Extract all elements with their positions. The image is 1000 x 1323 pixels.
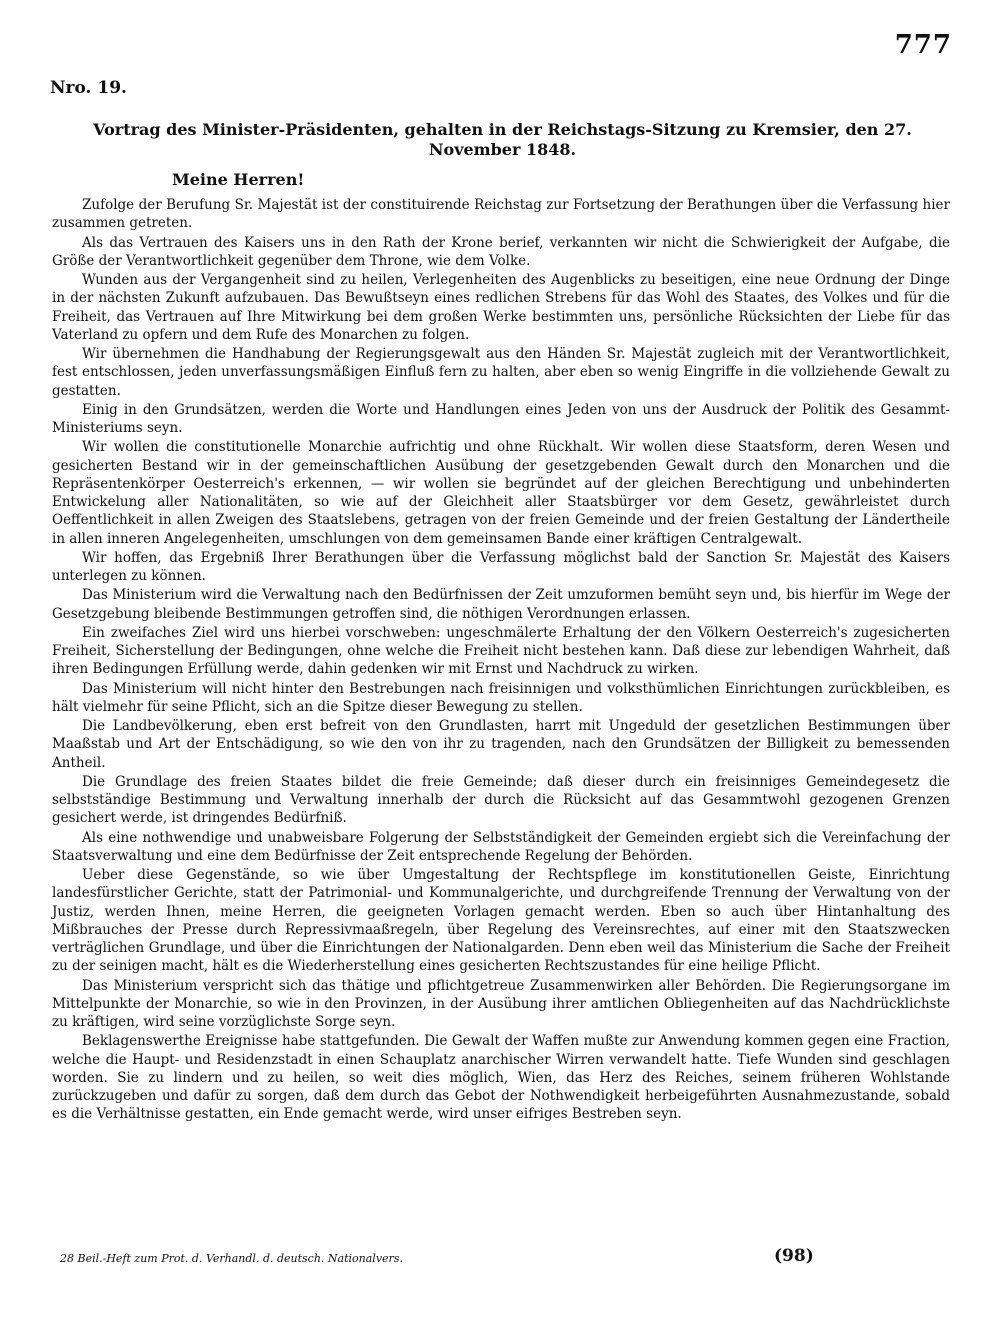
paragraph: Beklagenswerthe Ereignisse habe stattgefunden. Die Gewalt der Waffen mußte zur Anwendung kommen gegen eine Fraction, welche die Haupt- und Residenzstadt in einen Schauplatz anarchischer Wirren verwandelt hatte. Tiefe Wunden sind geschlagen worden. Sie zu lindern und zu heilen, so weit dies möglich, Wien, das Herz des Reiches, seinem früheren Wohlstande zurückzugeben und dafür zu sorgen, daß dem durch das Gebot der Nothwendigkeit herbeigeführten Ausnahmezustande, sobald es die Verhältnisse gestatten, ein Ende gemacht werde, wird unser eifriges Bestreben seyn. — [52, 1033, 950, 1123]
paragraph: Ein zweifaches Ziel wird uns hierbei vorschweben: ungeschmälerte Erhaltung der den Völkern Oesterreich's zugesicherten Freiheit, Sicherstellung der Bedingungen, ohne welche die Freiheit nicht bestehen kann. Daß diese zur lebendigen Wahrheit, daß ihren Bedingungen Erfüllung werde, dahin gedenken wir mit Ernst und Nachdruck zu wirken. — [52, 624, 950, 678]
paragraph: Das Ministerium verspricht sich das thätige und pflichtgetreue Zusammenwirken aller Behörden. Die Regierungsorgane im Mittelpunkte der Monarchie, so wie in den Provinzen, in der Ausübung ihrer amtlichen Obliegenheiten auf das Nachdrücklichste zu kräftigen, wird seine vorzüglichste Sorge seyn. — [52, 977, 950, 1030]
salutation: Meine Herren! — [172, 170, 305, 189]
paragraph: Wir übernehmen die Handhabung der Regierungsgewalt aus den Händen Sr. Majestät zugleich mit der Verantwortlichkeit, fest entschlossen, jeden unverfassungsmäßigen Einfluß fern zu halten, aber eben so wenig Eingriffe in die vollziehende Gewalt zu gestatten. — [52, 346, 950, 399]
paragraph: Als eine nothwendige und unabweisbare Folgerung der Selbstständigkeit der Gemeinden ergiebt sich die Vereinfachung der Staatsverwaltung und eine dem Bedürfnisse der Zeit entsprechende Regelung der Behörden. — [52, 829, 950, 864]
body-text — [52, 196, 950, 1125]
document-number: Nro. 19. — [50, 78, 127, 98]
footer-note: 28 Beil.-Heft zum Prot. d. Verhandl. d. deutsch. Nationalvers. — [60, 1252, 403, 1265]
page-number: 777 — [894, 30, 952, 60]
paragraph: Wunden aus der Vergangenheit sind zu heilen, Verlegenheiten des Augenblicks zu beseitigen, eine neue Ordnung der Dinge in der nächsten Zukunft aufzubauen. Das Bewußtseyn eines redlichen Strebens für das Wohl des Staates, des Volkes und für die Freiheit, das Vertrauen auf Ihre Mitwirkung bei dem großen Werke bestimmten uns, persönliche Rücksichten der Liebe für das Vaterland zu opfern und dem Rufe des Monarchen zu folgen. — [52, 272, 950, 343]
document-title: Vortrag des Minister-Präsidenten, gehalten in der Reichstags-Sitzung zu Kremsier, den 27. November 1848. — [93, 120, 912, 159]
paragraph: Wir hoffen, das Ergebniß Ihrer Berathungen über die Verfassung möglichst bald der Sanction Sr. Majestät des Kaisers unterlegen zu können. — [52, 549, 950, 584]
paragraph: Zufolge der Berufung Sr. Majestät ist der constituirende Reichstag zur Fortsetzung der Berathungen über die Verfassung hier zusammen getreten. — [52, 197, 950, 232]
paragraph: Wir wollen die constitutionelle Monarchie aufrichtig und ohne Rückhalt. Wir wollen diese Staatsform, deren Wesen und gesicherten Bestand wir in der gemeinschaftlichen Ausübung der gesetzgebenden Gewalt durch den Monarchen und die Repräsentenkörper Oesterreich's erkennen, — wir wollen sie begründet auf der gleichen Berechtigung und unbehinderten Entwickelung aller Nationalitäten, so wie auf der Gleichheit aller Staatsbürger vor dem Gesetz, gewährleistet durch Oeffentlichkeit in allen Zweigen des Staatslebens, getragen von der freien Gemeinde und der freien Gestaltung der Ländertheile in allen inneren Angelegenheiten, umschlungen von dem gemeinsamen Bande einer kräftigen Centralgewalt. — [52, 439, 950, 547]
paragraph: Das Ministerium wird die Verwaltung nach den Bedürfnissen der Zeit umzuformen bemüht seyn und, bis hierfür im Wege der Gesetzgebung bleibende Bestimmungen getroffen sind, die nöthigen Verordnungen erlassen. — [52, 587, 950, 622]
paragraph: Einig in den Grundsätzen, werden die Worte und Handlungen eines Jeden von uns der Ausdruck der Politik des Gesammt-Ministeriums seyn. — [52, 401, 950, 436]
paragraph: Die Landbevölkerung, eben erst befreit von den Grundlasten, harrt mit Ungeduld der gesetzlichen Bestimmungen über Maaßstab und Art der Entschädigung, so wie den von ihr zu tragenden, nach den Grundsätzen der Billigkeit zu bemessenden Antheil. — [52, 718, 950, 771]
paragraph: Die Grundlage des freien Staates bildet die freie Gemeinde; daß dieser durch ein freisinniges Gemeindegesetz die selbstständige Bestimmung und Verwaltung innerhalb der durch die Rücksicht auf das Gesammtwohl gezogenen Grenzen gesichert werde, ist dringendes Bedürfniß. — [52, 773, 950, 827]
paragraph: Als das Vertrauen des Kaisers uns in den Rath der Krone berief, verkannten wir nicht die Schwierigkeit der Aufgabe, die Größe der Verantwortlichkeit gegenüber dem Throne, wie dem Volke. — [52, 234, 950, 269]
paragraph: Das Ministerium will nicht hinter den Bestrebungen nach freisinnigen und volksthümlichen Einrichtungen zurückbleiben, es hält vielmehr für seine Pflicht, sich an die Spitze dieser Bewegung zu stellen. — [52, 680, 950, 715]
footer-page-marker: (98) — [774, 1246, 814, 1266]
paragraph: Ueber diese Gegenstände, so wie über Umgestaltung der Rechtspflege im konstitutionellen Geiste, Einrichtung landesfürstlicher Gerichte, statt der Patrimonial- und Kommunalgerichte, und durchgreifende Trennung der Verwaltung von der Justiz, werden Ihnen, meine Herren, die geeigneten Vorlagen gemacht werden. Eben so auch über Hintanhaltung des Mißbrauches der Presse durch Repressivmaaßregeln, über Regelung des Vereinsrechtes, auf einer mit den Staatszwecken verträglichen Grundlage, und über die Einrichtungen der Nationalgarden. Denn eben weil das Ministerium die Sache der Freiheit zu der seinigen macht, hält es die Wiederherstellung eines gesicherten Rechtszustandes für eine heilige Pflicht. — [52, 867, 950, 975]
